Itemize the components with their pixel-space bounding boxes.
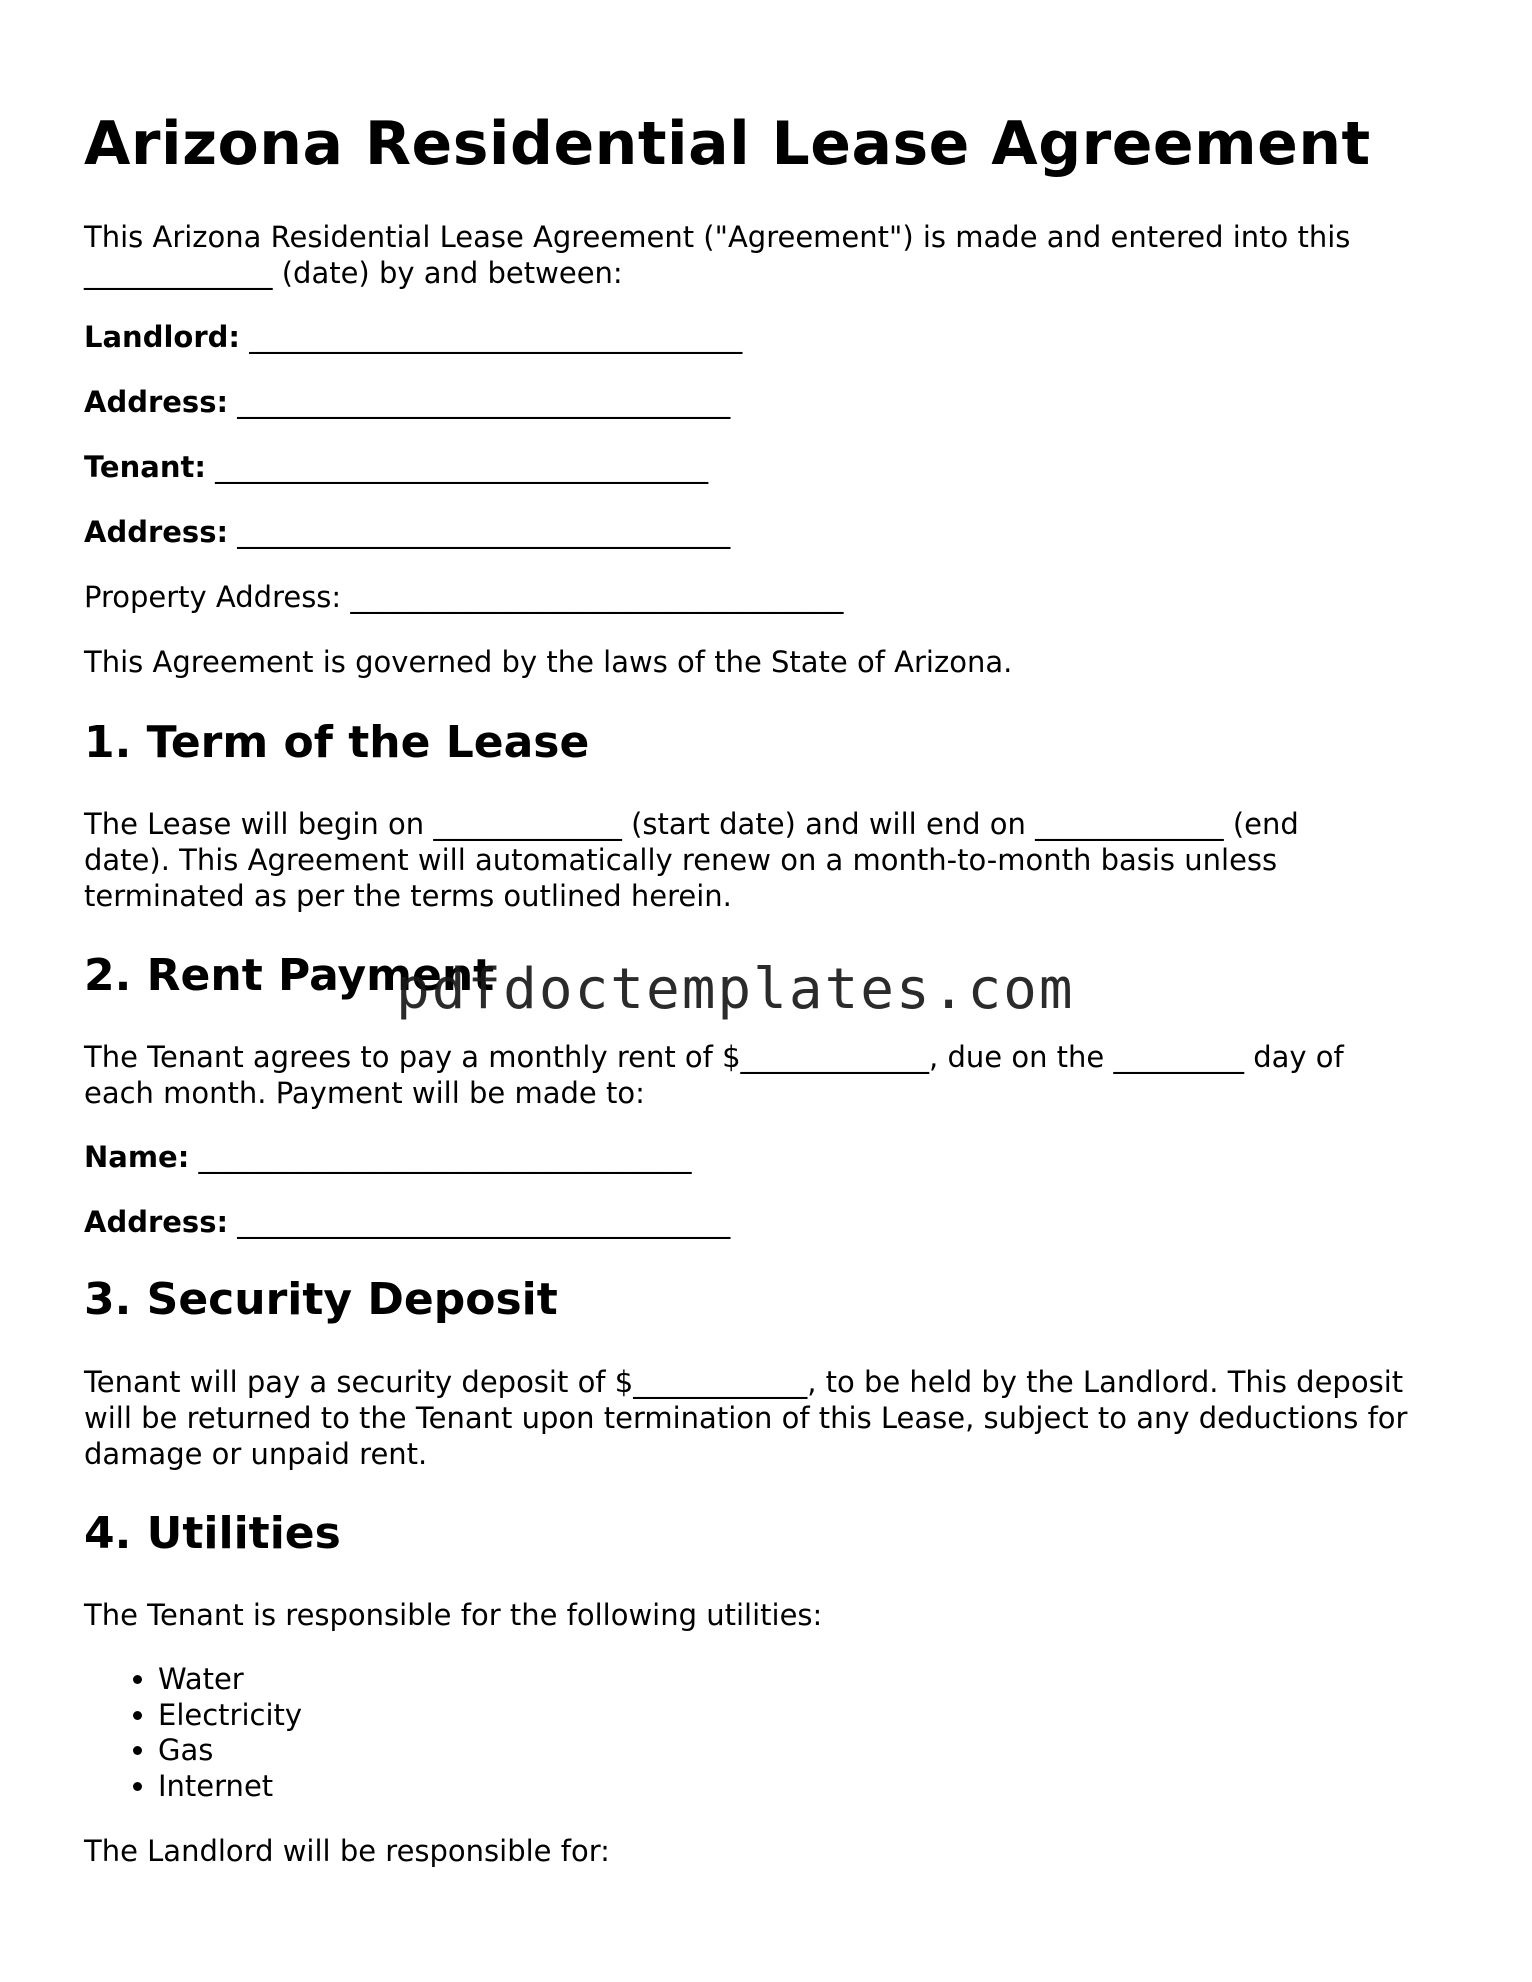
list-item: • Electricity [158, 1698, 302, 1734]
term-line-3: terminated as per the terms outlined herein. [84, 879, 732, 913]
landlord-address-field [84, 384, 730, 420]
tenant-address-field [84, 514, 730, 550]
tenant-label: Tenant: [84, 450, 206, 484]
rent-line-2: each month. Payment will be made to: [84, 1076, 645, 1110]
section-deposit-heading: 3. Security Deposit [84, 1274, 558, 1325]
payee-name-field [84, 1139, 692, 1175]
payee-name-blank: __________________________________ [198, 1140, 692, 1174]
intro-line-2: _____________ (date) by and between: [84, 256, 623, 290]
governing-law: This Agreement is governed by the laws of the State of Arizona. [84, 645, 1013, 679]
intro-line-1: This Arizona Residential Lease Agreement ("Agreement") is made and entered into this [84, 220, 1351, 254]
section-rent-heading: 2. Rent Payment [84, 950, 495, 1001]
payee-address-field [84, 1204, 730, 1240]
landlord-label: Landlord: [84, 320, 240, 354]
rent-line-1: The Tenant agrees to pay a monthly rent of $_____________, due on the _________ day of [84, 1040, 1344, 1074]
payee-address-blank: __________________________________ [237, 1205, 731, 1239]
deposit-line-3: damage or unpaid rent. [84, 1437, 428, 1471]
intro-paragraph [84, 219, 1464, 291]
page-title: Arizona Residential Lease Agreement [84, 109, 1371, 179]
section-term-heading: 1. Term of the Lease [84, 717, 590, 768]
tenant-address-label: Address: [84, 515, 229, 549]
landlord-utilities-line: The Landlord will be responsible for: [84, 1834, 610, 1868]
watermark: pdfdoctemplates.com [396, 957, 1075, 1022]
property-address-field: Property Address: __________________________________ [84, 580, 844, 614]
tenant-field [84, 449, 708, 485]
utilities-list [84, 1662, 302, 1804]
payee-name-label: Name: [84, 1140, 190, 1174]
landlord-field [84, 319, 742, 355]
utilities-intro: The Tenant is responsible for the following utilities: [84, 1598, 823, 1632]
deposit-line-2: will be returned to the Tenant upon termination of this Lease, subject to any deductions for [84, 1401, 1408, 1435]
section-utilities-heading: 4. Utilities [84, 1508, 341, 1559]
landlord-address-blank: __________________________________ [237, 385, 731, 419]
term-line-1: The Lease will begin on _____________ (start date) and will end on _____________ (end [84, 807, 1299, 841]
deposit-line-1: Tenant will pay a security deposit of $____________, to be held by the Landlord. This deposit [84, 1365, 1404, 1399]
list-item: • Water [158, 1662, 302, 1698]
section-rent-body [84, 1039, 1464, 1111]
tenant-blank: __________________________________ [215, 450, 709, 484]
section-deposit-body [84, 1364, 1464, 1472]
landlord-address-label: Address: [84, 385, 229, 419]
tenant-address-blank: __________________________________ [237, 515, 731, 549]
payee-address-label: Address: [84, 1205, 229, 1239]
list-item: • Gas [158, 1733, 302, 1769]
section-term-body [84, 806, 1464, 914]
landlord-blank: __________________________________ [249, 320, 743, 354]
list-item: • Internet [158, 1769, 302, 1805]
term-line-2: date). This Agreement will automatically renew on a month-to-month basis unless [84, 843, 1278, 877]
